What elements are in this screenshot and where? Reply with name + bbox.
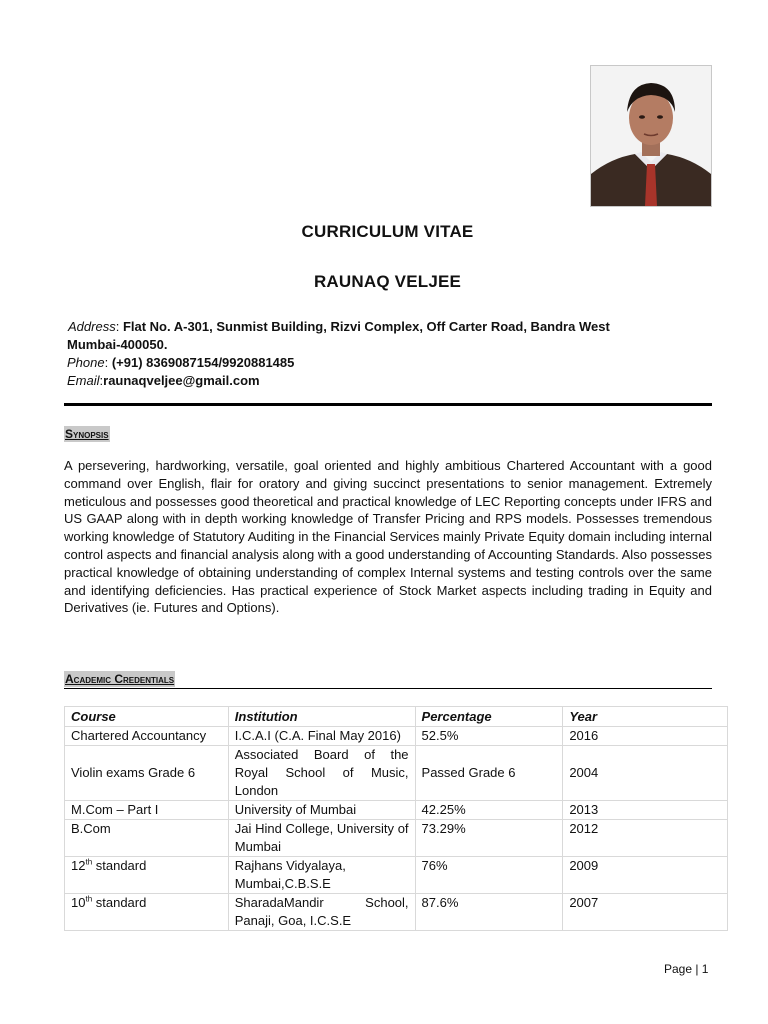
course-suffix: standard <box>92 858 147 873</box>
institution-cell: SharadaMandir School, Panaji, Goa, I.C.S.E <box>228 894 415 931</box>
institution-cell: I.C.A.I (C.A. Final May 2016) <box>228 727 415 746</box>
year-cell: 2009 <box>563 857 728 894</box>
course-cell: Violin exams Grade 6 <box>65 746 229 801</box>
course-ordinal: th <box>85 857 93 867</box>
email-label: Email <box>67 373 100 388</box>
year-cell: 2004 <box>563 746 728 801</box>
percentage-cell: Passed Grade 6 <box>415 746 563 801</box>
institution-cell: Jai Hind College, University of Mumbai <box>228 820 415 857</box>
academic-table <box>64 706 728 931</box>
table-header-row <box>65 707 728 727</box>
phone-label: Phone <box>67 355 105 370</box>
address-label: Address <box>68 319 116 334</box>
percentage-cell: 73.29% <box>415 820 563 857</box>
table-row <box>65 820 728 857</box>
table-row <box>65 894 728 931</box>
course-number: 12 <box>71 858 86 873</box>
contact-block <box>68 318 708 390</box>
document-title: CURRICULUM VITAE <box>301 222 474 241</box>
academic-heading: Academic Credentials <box>65 672 175 686</box>
year-cell: 2012 <box>563 820 728 857</box>
year-cell: 2016 <box>563 727 728 746</box>
course-cell: B.Com <box>65 820 229 857</box>
column-header: Percentage <box>415 707 563 727</box>
email-value[interactable]: raunaqveljee@gmail.com <box>103 373 260 388</box>
percentage-cell: 76% <box>415 857 563 894</box>
table-row <box>65 801 728 820</box>
email-line: Email:raunaqveljee@gmail.com <box>67 373 260 388</box>
column-header: Year <box>563 707 728 727</box>
year-cell: 2007 <box>563 894 728 931</box>
year-cell: 2013 <box>563 801 728 820</box>
page-number: Page | 1 <box>664 962 709 976</box>
percentage-cell: 42.25% <box>415 801 563 820</box>
table-row <box>65 727 728 746</box>
academic-divider <box>64 688 712 689</box>
address-line: Address: Flat No. A-301, Sunmist Building, Rizvi Complex, Off Carter Road, Bandra West <box>68 319 610 334</box>
institution-line: Rajhans Vidyalaya, <box>234 858 346 873</box>
header-divider <box>64 403 712 406</box>
institution-line: Mumbai,C.B.S.E <box>234 876 331 891</box>
institution-cell: University of Mumbai <box>228 801 415 820</box>
column-header: Course <box>65 707 229 727</box>
portrait-illustration <box>591 66 711 206</box>
course-cell <box>65 857 229 894</box>
course-suffix: standard <box>92 895 147 910</box>
course-cell <box>65 894 229 931</box>
address-value-2: Mumbai-400050. <box>67 337 168 352</box>
profile-photo <box>590 65 712 207</box>
synopsis-text: A persevering, hardworking, versatile, goal oriented and highly ambitious Chartered Accountant with a good command over English, flair for oratory and giving succinct presentations to senior management. Extremely meticulous and possesses good theoretical and practical knowledge of LEC Reporting concepts under IFRS and US GAAP along with in depth working knowledge of Transfer Pricing and RPS models. Possesses tremendous working knowledge of Statutory Auditing in the Financial Services mainly Private Equity domain including internal control aspects and financial analysis along with a good understanding of Accounting Standards. Also possesses practical knowledge of obtaining understanding of complex Internal systems and testing controls over the same and identifying deficiencies. Has practical experience of Stock Market aspects including trading in Equity and Derivatives (ie. Futures and Options). <box>64 458 712 616</box>
table-row <box>65 746 728 801</box>
percentage-cell: 87.6% <box>415 894 563 931</box>
table-row <box>65 857 728 894</box>
course-number: 10 <box>71 895 86 910</box>
course-cell: M.Com – Part I <box>65 801 229 820</box>
institution-cell <box>228 857 415 894</box>
candidate-name: RAUNAQ VELJEE <box>313 272 462 291</box>
course-ordinal: th <box>85 894 93 904</box>
institution-cell: Associated Board of the Royal School of Music, London <box>228 746 415 801</box>
address-line-2 <box>67 336 708 354</box>
address-value: Flat No. A-301, Sunmist Building, Rizvi Complex, Off Carter Road, Bandra West <box>122 319 610 334</box>
phone-line: Phone: (+91) 8369087154/9920881485 <box>67 355 295 370</box>
course-cell: Chartered Accountancy <box>65 727 229 746</box>
synopsis-heading: Synopsis <box>65 427 109 441</box>
column-header: Institution <box>228 707 415 727</box>
percentage-cell: 52.5% <box>415 727 563 746</box>
phone-value: (+91) 8369087154/9920881485 <box>111 355 295 370</box>
